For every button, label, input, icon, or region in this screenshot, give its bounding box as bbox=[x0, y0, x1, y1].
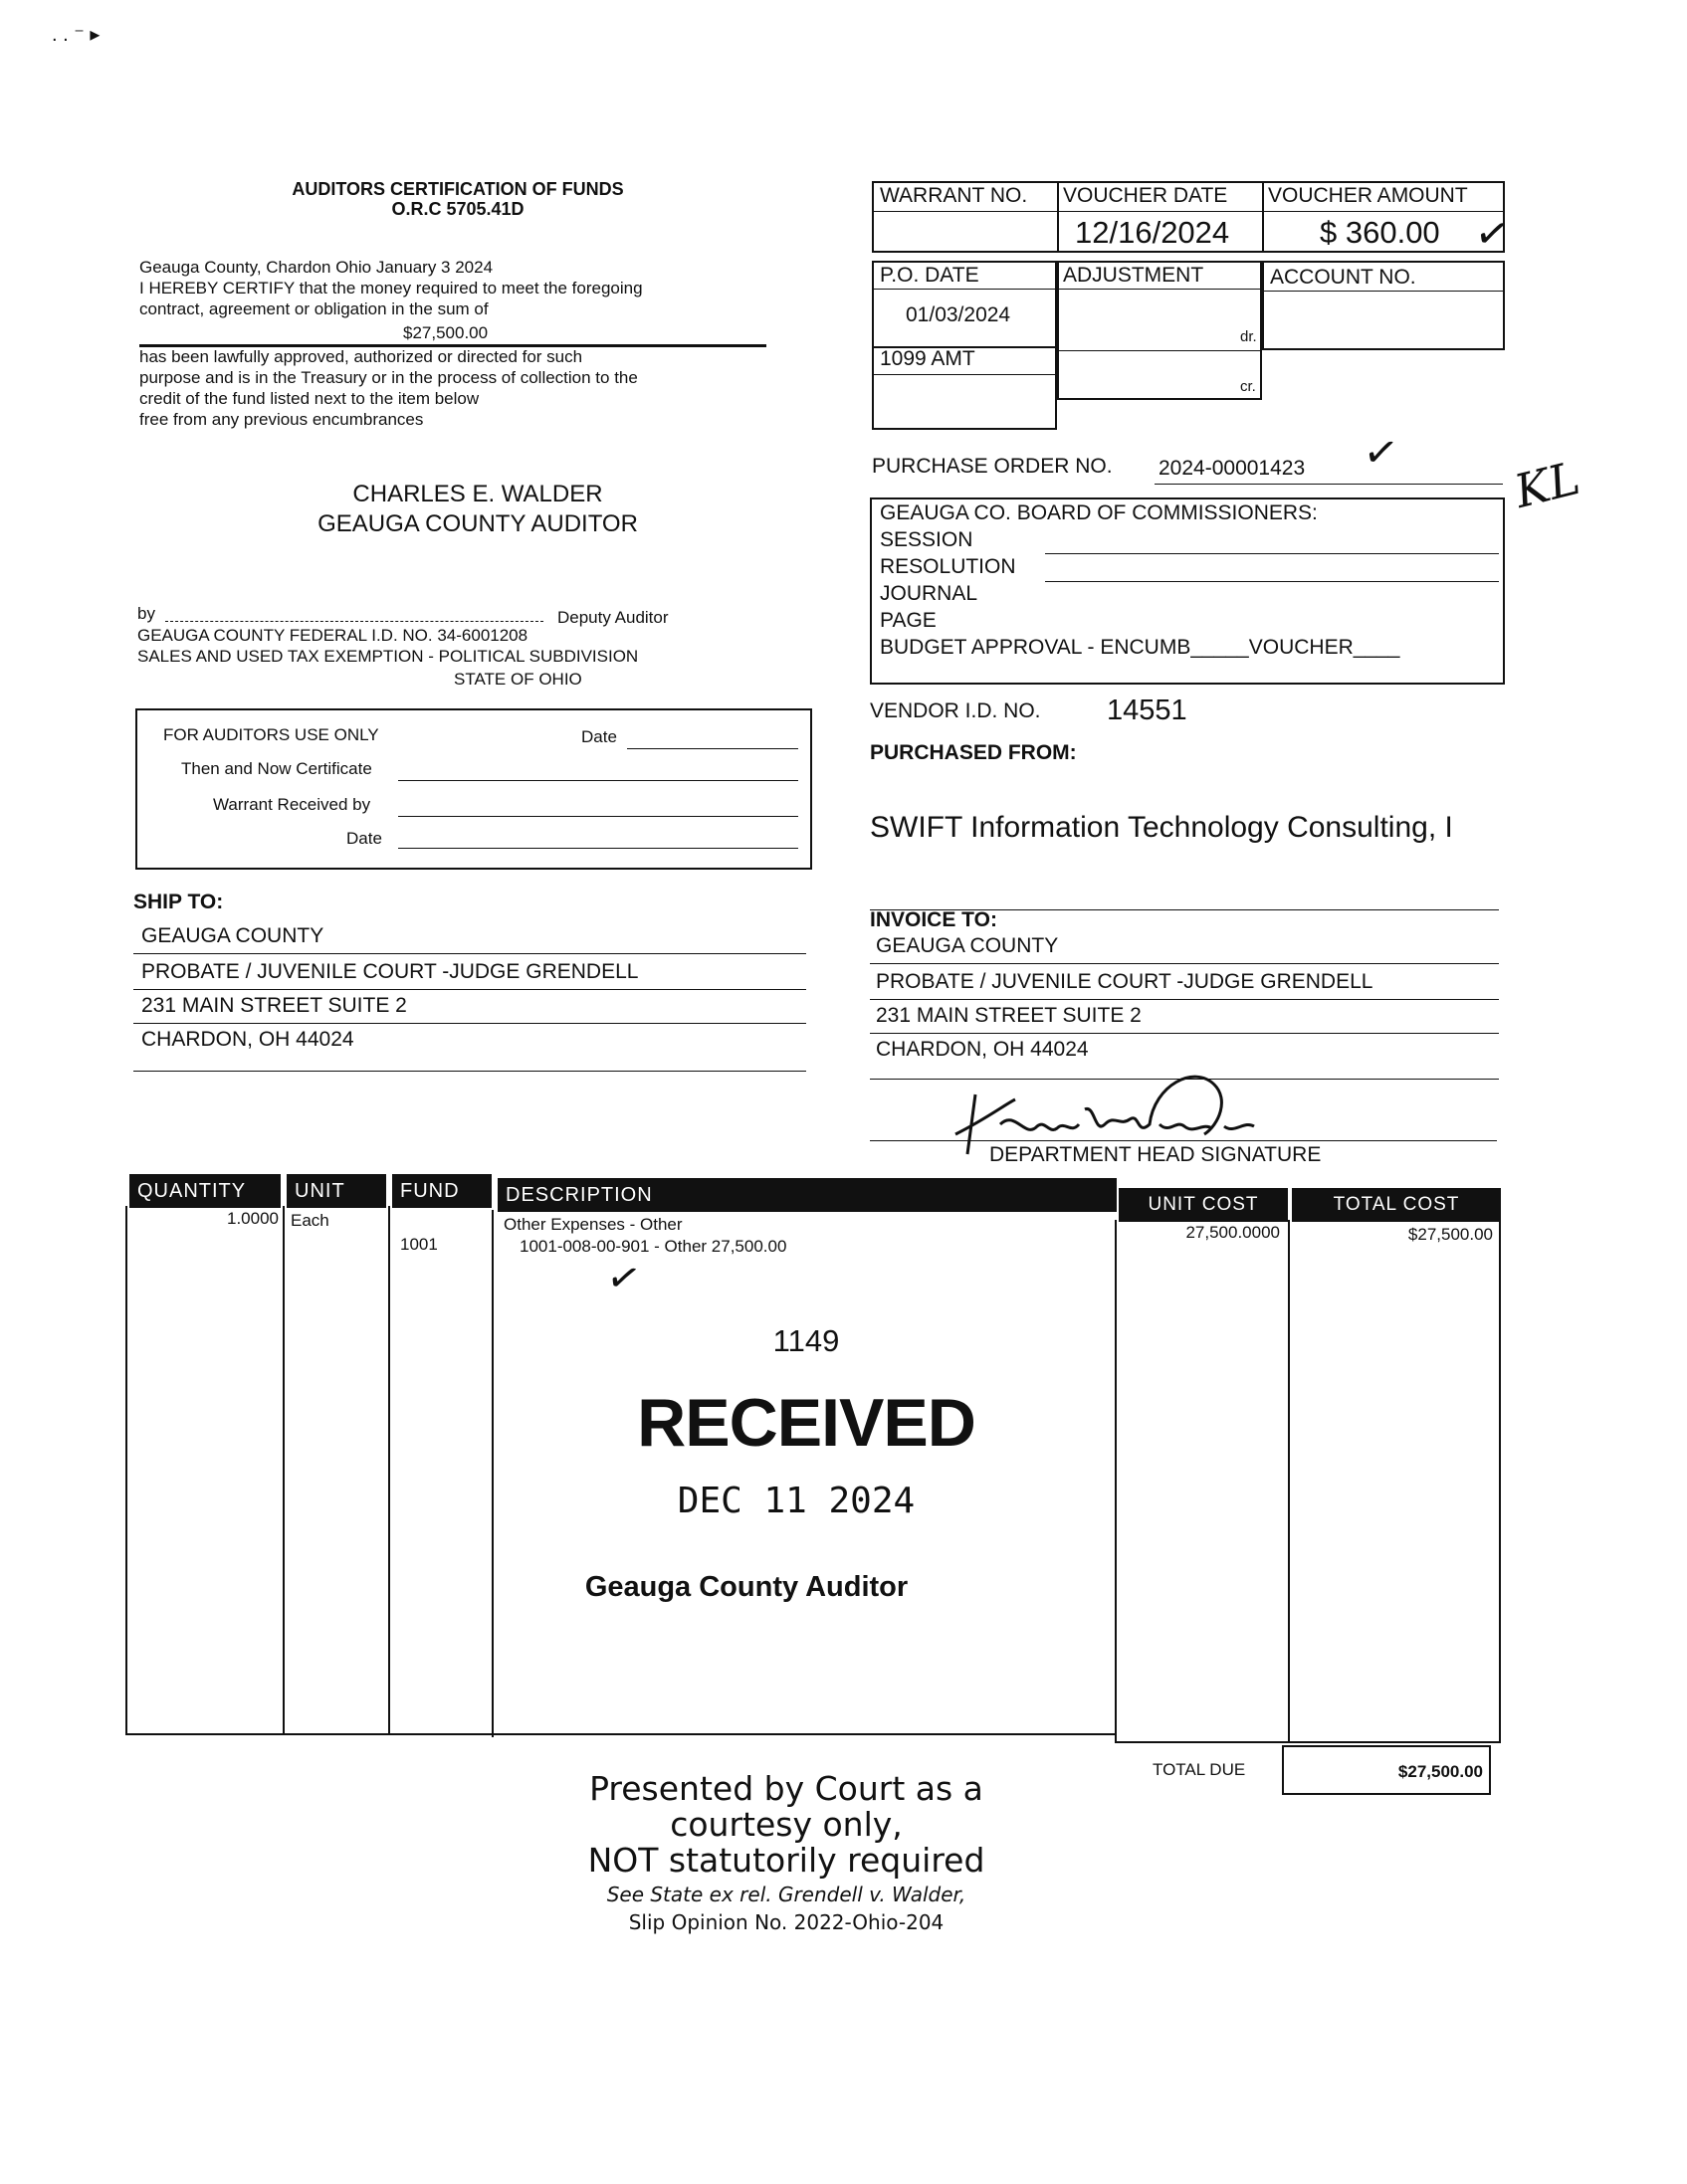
ship-to-rule3 bbox=[133, 1023, 806, 1024]
invoice-to-rule2 bbox=[870, 999, 1499, 1000]
auditors-use-date2-line bbox=[398, 848, 798, 849]
account-no-label: ACCOUNT NO. bbox=[1270, 266, 1416, 289]
invoice-to-rule1 bbox=[870, 963, 1499, 964]
voucher-header-rule bbox=[872, 211, 1505, 212]
cert-line6: credit of the fund listed next to the item below bbox=[139, 389, 480, 408]
total-due-value: $27,500.00 bbox=[1397, 1762, 1483, 1781]
warrant-received-line bbox=[398, 816, 798, 817]
tax-exempt: SALES AND USED TAX EXEMPTION - POLITICAL SUBDIVISION bbox=[137, 647, 639, 666]
board-line5: PAGE bbox=[880, 609, 937, 632]
invoice-to-rule3 bbox=[870, 1033, 1499, 1034]
board-resolution-rule bbox=[1045, 581, 1499, 582]
dr-label: dr. bbox=[1240, 328, 1257, 345]
warrant-received-label: Warrant Received by bbox=[213, 795, 371, 814]
table-bottom-rule-left bbox=[125, 1733, 1115, 1735]
auditor-name: CHARLES E. WALDER bbox=[352, 481, 603, 507]
ship-to-line3: 231 MAIN STREET SUITE 2 bbox=[141, 994, 407, 1017]
adjustment-label: ADJUSTMENT bbox=[1063, 264, 1204, 287]
state-ohio: STATE OF OHIO bbox=[454, 670, 582, 689]
amt1099-label: 1099 AMT bbox=[880, 347, 975, 370]
table-bottom-rule-right bbox=[1115, 1741, 1501, 1743]
adjustment-dr-rule bbox=[1057, 350, 1262, 351]
court-note-line2: courtesy only, bbox=[670, 1805, 903, 1844]
voucher-date-label: VOUCHER DATE bbox=[1063, 184, 1228, 207]
voucher-amount-check: ✓ bbox=[1471, 207, 1515, 260]
board-line4: JOURNAL bbox=[880, 582, 978, 605]
then-now-line bbox=[398, 780, 798, 781]
table-col-divider-desc bbox=[492, 1210, 494, 1737]
board-line1: GEAUGA CO. BOARD OF COMMISSIONERS: bbox=[880, 501, 1318, 524]
signature-label: DEPARTMENT HEAD SIGNATURE bbox=[989, 1143, 1322, 1166]
th-quantity: QUANTITY bbox=[129, 1174, 281, 1208]
amt1099-rule bbox=[872, 374, 1057, 375]
row-unit: Each bbox=[291, 1211, 329, 1230]
invoice-to-line4: CHARDON, OH 44024 bbox=[876, 1038, 1089, 1061]
deputy-label: Deputy Auditor bbox=[557, 608, 669, 627]
board-line6: BUDGET APPROVAL - ENCUMB_____VOUCHER____ bbox=[880, 636, 1400, 659]
row-fund: 1001 bbox=[400, 1235, 438, 1254]
account-no-rule bbox=[1262, 291, 1505, 292]
table-col-divider-totalcost bbox=[1288, 1220, 1290, 1741]
board-session-rule bbox=[1045, 553, 1499, 554]
vendor-name: SWIFT Information Technology Consulting, I bbox=[870, 811, 1453, 844]
row-desc-line1: Other Expenses - Other bbox=[504, 1215, 683, 1234]
table-col-divider-fund bbox=[388, 1206, 390, 1733]
cert-title-line1: AUDITORS CERTIFICATION OF FUNDS bbox=[292, 179, 624, 199]
po-date: 01/03/2024 bbox=[906, 303, 1011, 326]
cert-title-line2: O.R.C 5705.41D bbox=[391, 199, 525, 219]
cert-body bbox=[139, 257, 776, 319]
cert-line7: free from any previous encumbrances bbox=[139, 410, 424, 429]
po-date-rule bbox=[872, 289, 1057, 290]
voucher-divider2 bbox=[1262, 181, 1264, 253]
invoice-to-line1: GEAUGA COUNTY bbox=[876, 934, 1059, 957]
table-left-edge bbox=[125, 1206, 127, 1733]
table-col-divider-unitcost bbox=[1115, 1220, 1117, 1741]
cert-line2: I HEREBY CERTIFY that the money required to meet the foregoing bbox=[139, 279, 643, 298]
cert-title bbox=[199, 179, 717, 219]
invoice-to-line3: 231 MAIN STREET SUITE 2 bbox=[876, 1004, 1142, 1027]
ship-to-rule1 bbox=[133, 953, 806, 954]
auditors-use-date-line bbox=[627, 748, 798, 749]
stamp-date: DEC 11 2024 bbox=[677, 1481, 916, 1521]
federal-id: GEAUGA COUNTY FEDERAL I.D. NO. 34-6001208 bbox=[137, 626, 528, 645]
total-due-label: TOTAL DUE bbox=[1153, 1760, 1246, 1779]
handwritten-initials: KL bbox=[1509, 450, 1585, 519]
court-citation bbox=[557, 1881, 1015, 1936]
ship-to-rule2 bbox=[133, 989, 806, 990]
ship-to-line4: CHARDON, OH 44024 bbox=[141, 1028, 354, 1051]
purchased-from-label: PURCHASED FROM: bbox=[870, 741, 1077, 764]
ship-to-line1: GEAUGA COUNTY bbox=[141, 924, 324, 947]
cert-amount: $27,500.00 bbox=[403, 323, 489, 342]
po-date-label: P.O. DATE bbox=[880, 264, 979, 287]
vendor-id-label: VENDOR I.D. NO. bbox=[870, 699, 1041, 722]
tax-block bbox=[137, 625, 814, 667]
auditors-use-date-label: Date bbox=[581, 727, 617, 746]
table-col-divider-unit bbox=[283, 1206, 285, 1733]
signature-rule bbox=[870, 1140, 1497, 1141]
invoice-to-label: INVOICE TO: bbox=[870, 908, 997, 931]
th-unit-cost: UNIT COST bbox=[1119, 1188, 1288, 1222]
row-unit-cost: 27,500.0000 bbox=[1185, 1223, 1280, 1242]
adjustment-rule bbox=[1057, 289, 1262, 290]
board-line3: RESOLUTION bbox=[880, 555, 1016, 578]
auditor-title: GEAUGA COUNTY AUDITOR bbox=[317, 510, 638, 537]
invoice-to-line2: PROBATE / JUVENILE COURT -JUDGE GRENDELL bbox=[876, 970, 1373, 993]
po-number-rule bbox=[1155, 484, 1503, 485]
stamp-number: 1149 bbox=[772, 1323, 840, 1358]
auditors-use-title: FOR AUDITORS USE ONLY bbox=[163, 725, 379, 744]
court-note-line3: NOT statutorily required bbox=[587, 1841, 985, 1880]
ship-to-line2: PROBATE / JUVENILE COURT -JUDGE GRENDELL bbox=[141, 960, 639, 983]
court-note-line1: Presented by Court as a bbox=[589, 1769, 983, 1808]
voucher-divider1 bbox=[1057, 181, 1059, 253]
vendor-id: 14551 bbox=[1107, 695, 1187, 726]
cert-line5: purpose and is in the Treasury or in the process of collection to the bbox=[139, 368, 638, 387]
po-number: 2024-00001423 bbox=[1159, 457, 1306, 480]
cert-line3: contract, agreement or obligation in the sum of bbox=[139, 299, 489, 318]
auditors-use-date2-label: Date bbox=[346, 829, 382, 848]
th-unit: UNIT bbox=[287, 1174, 386, 1208]
th-fund: FUND bbox=[392, 1174, 492, 1208]
court-note-line4: See State ex rel. Grendell v. Walder, bbox=[606, 1883, 966, 1906]
voucher-amount-label: VOUCHER AMOUNT bbox=[1268, 184, 1468, 207]
po-check: ✓ bbox=[1360, 426, 1402, 479]
board-line2: SESSION bbox=[880, 528, 973, 551]
cert-line4: has been lawfully approved, authorized or directed for such bbox=[139, 347, 583, 366]
voucher-amount: $ 360.00 bbox=[1320, 215, 1440, 250]
cert-line1: Geauga County, Chardon Ohio January 3 2024 bbox=[139, 258, 494, 277]
th-total-cost: TOTAL COST bbox=[1292, 1188, 1501, 1222]
th-description: DESCRIPTION bbox=[498, 1178, 1117, 1212]
table-right-edge bbox=[1499, 1220, 1501, 1741]
then-now-label: Then and Now Certificate bbox=[181, 759, 372, 778]
row-desc-line2: 1001-008-00-901 - Other 27,500.00 bbox=[520, 1237, 787, 1256]
stamp-office: Geauga County Auditor bbox=[584, 1571, 909, 1603]
po-number-label: PURCHASE ORDER NO. bbox=[872, 455, 1113, 478]
auditor-block bbox=[239, 480, 717, 539]
scan-corner-marks: . . ⁻ ▸ bbox=[52, 24, 101, 46]
by-label: by bbox=[137, 604, 155, 623]
row-quantity: 1.0000 bbox=[227, 1209, 279, 1228]
board-lines bbox=[880, 499, 1497, 661]
row-total-cost: $27,500.00 bbox=[1407, 1225, 1493, 1244]
row-check: ✓ bbox=[602, 1253, 645, 1304]
warrant-no-label: WARRANT NO. bbox=[880, 184, 1028, 207]
court-note bbox=[557, 1771, 1015, 1879]
court-note-line5: Slip Opinion No. 2022-Ohio-204 bbox=[628, 1910, 945, 1934]
stamp-received: RECEIVED bbox=[637, 1385, 975, 1461]
voucher-date: 12/16/2024 bbox=[1075, 215, 1230, 250]
by-signature-line bbox=[165, 621, 543, 622]
ship-to-rule4 bbox=[133, 1071, 806, 1072]
cr-label: cr. bbox=[1240, 378, 1256, 395]
ship-to-label: SHIP TO: bbox=[133, 891, 224, 913]
cert-body2 bbox=[139, 346, 776, 430]
